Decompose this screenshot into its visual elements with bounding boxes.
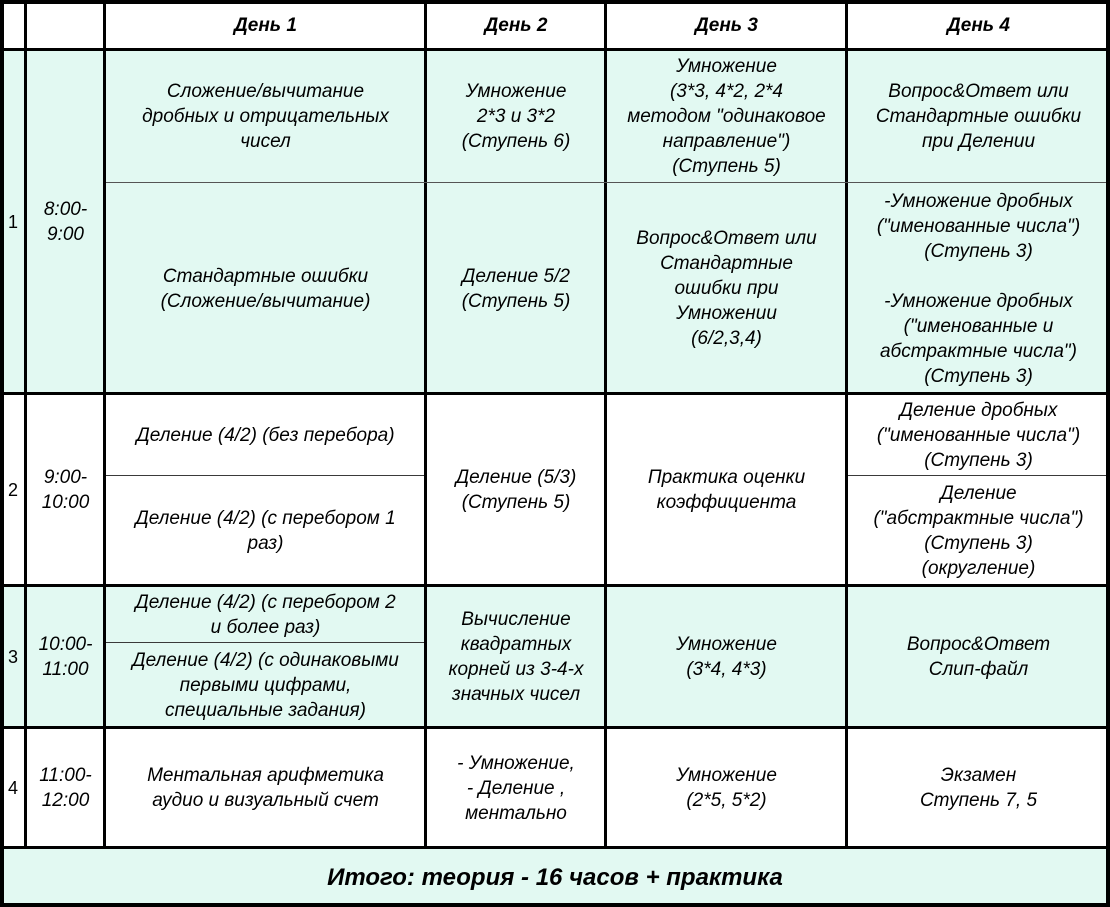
row-3-day1-top: Деление (4/2) (с перебором 2 и более раз)	[105, 586, 426, 643]
row-2-day2: Деление (5/3) (Ступень 5)	[426, 394, 606, 586]
row-4-day3: Умножение (2*5, 5*2)	[606, 728, 847, 848]
header-day-3: День 3	[606, 0, 847, 50]
row-1-day3-bottom: Вопрос&Ответ или Стандартные ошибки при Умножении (6/2,3,4)	[606, 183, 847, 394]
row-1-number: 1	[0, 50, 26, 394]
row-4-number: 4	[0, 728, 26, 848]
row-2-day4-bottom: Деление ("абстрактные числа") (Ступень 3) (округление)	[847, 476, 1110, 586]
grid-line	[424, 0, 427, 848]
sub-divider	[848, 475, 1110, 476]
row-2-day1-bottom: Деление (4/2) (с перебором 1 раз)	[105, 476, 426, 586]
sub-divider	[106, 642, 424, 643]
row-4-day2: - Умножение, - Деление , ментально	[426, 728, 606, 848]
header-day-1: День 1	[105, 0, 426, 50]
header-day-4: День 4	[847, 0, 1110, 50]
sub-divider	[106, 475, 424, 476]
row-2-day1-top: Деление (4/2) (без перебора)	[105, 394, 426, 476]
grid-line	[0, 48, 1110, 51]
grid-line	[0, 584, 1110, 587]
total-row: Итого: теория - 16 часов + практика	[0, 848, 1110, 907]
row-1-day1-top: Сложение/вычитание дробных и отрицательных чисел	[105, 50, 426, 183]
row-1-day3-top: Умножение (3*3, 4*2, 2*4 методом "одинаковое направление") (Ступень 5)	[606, 50, 847, 183]
row-3-day2: Вычисление квадратных корней из 3-4-х значных чисел	[426, 586, 606, 728]
row-1-day4-top: Вопрос&Ответ или Стандартные ошибки при Делении	[847, 50, 1110, 183]
row-4-time: 11:00- 12:00	[26, 728, 105, 848]
grid-line	[0, 846, 1110, 849]
row-2-day3: Практика оценки коэффициента	[606, 394, 847, 586]
row-3-day3: Умножение (3*4, 4*3)	[606, 586, 847, 728]
row-1-day4-bottom: -Умножение дробных ("именованные числа") (Ступень 3) -Умножение дробных ("именованные и абстрактные числа") (Ступень 3)	[847, 183, 1110, 394]
header-corner-time	[26, 0, 105, 50]
row-1-day2-bottom: Деление 5/2 (Ступень 5)	[426, 183, 606, 394]
row-1-day2-top: Умножение 2*3 и 3*2 (Ступень 6)	[426, 50, 606, 183]
sub-divider	[106, 182, 1110, 183]
row-3-number: 3	[0, 586, 26, 728]
grid-line	[0, 726, 1110, 729]
row-2-number: 2	[0, 394, 26, 586]
grid-line	[0, 392, 1110, 395]
row-3-day1-bottom: Деление (4/2) (с одинаковыми первыми цифрами, специальные задания)	[105, 643, 426, 728]
row-3-day4: Вопрос&Ответ Слип-файл	[847, 586, 1110, 728]
grid-line	[24, 0, 27, 848]
row-1-time: 8:00- 9:00	[26, 50, 105, 394]
row-4-day4: Экзамен Ступень 7, 5	[847, 728, 1110, 848]
row-4-day1: Ментальная арифметика аудио и визуальный счет	[105, 728, 426, 848]
row-2-day4-top: Деление дробных ("именованные числа") (Ступень 3)	[847, 394, 1110, 476]
grid-line	[604, 0, 607, 848]
row-1-day1-bottom: Стандартные ошибки (Сложение/вычитание)	[105, 183, 426, 394]
grid-line	[103, 0, 106, 848]
grid-line	[845, 0, 848, 848]
row-3-time: 10:00- 11:00	[26, 586, 105, 728]
header-corner-number	[0, 0, 26, 50]
row-2-time: 9:00- 10:00	[26, 394, 105, 586]
header-day-2: День 2	[426, 0, 606, 50]
